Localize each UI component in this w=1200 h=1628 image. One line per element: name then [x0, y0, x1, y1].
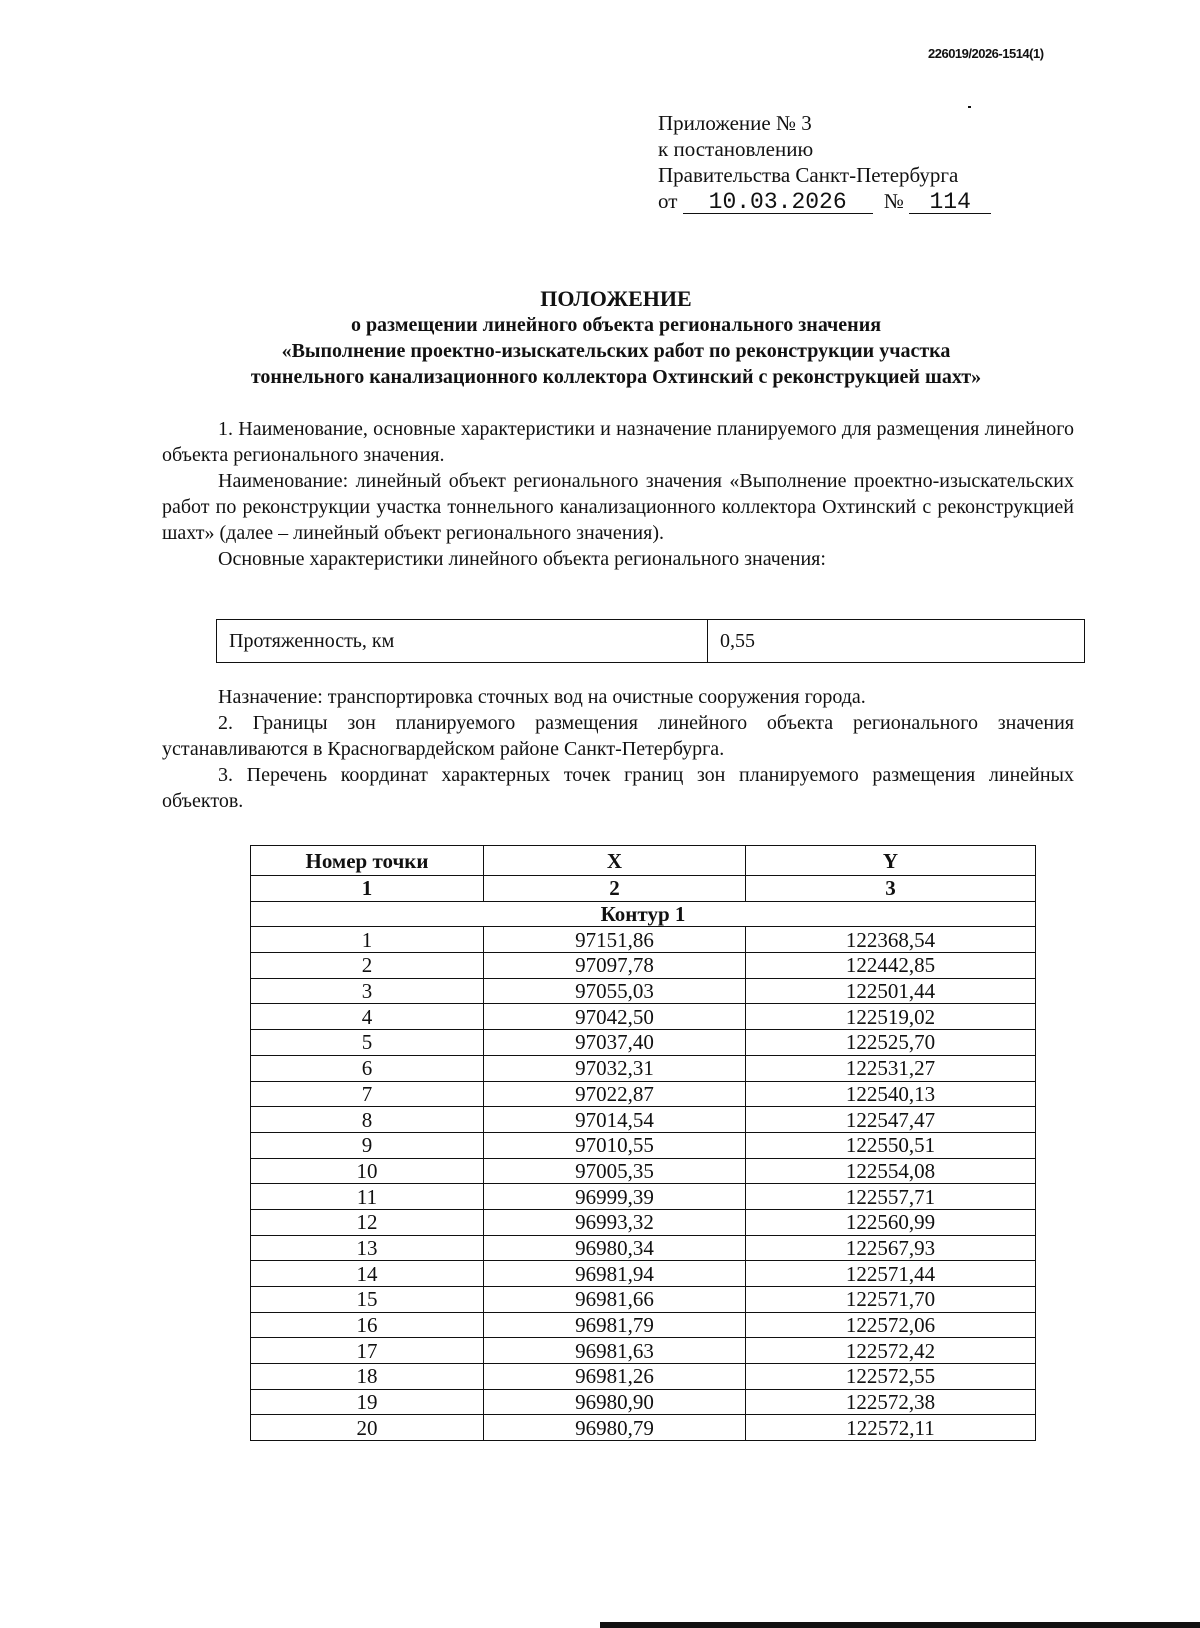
appendix-line-3: Правительства Санкт-Петербурга	[658, 163, 959, 187]
header-point-number: Номер точки	[251, 846, 484, 876]
point-number: 9	[251, 1132, 484, 1158]
x-coordinate: 96981,26	[484, 1364, 746, 1390]
table-row	[251, 1030, 1036, 1056]
point-number: 14	[251, 1261, 484, 1287]
y-coordinate: 122501,44	[746, 978, 1036, 1004]
y-coordinate: 122572,38	[746, 1389, 1036, 1415]
y-coordinate: 122525,70	[746, 1030, 1036, 1056]
x-coordinate: 96993,32	[484, 1209, 746, 1235]
table-row	[251, 1004, 1036, 1030]
scan-edge	[600, 1622, 1200, 1628]
y-coordinate: 122572,11	[746, 1415, 1036, 1441]
x-coordinate: 96981,79	[484, 1312, 746, 1338]
table-row	[251, 927, 1036, 953]
date-prefix: от	[658, 189, 678, 213]
y-coordinate: 122519,02	[746, 1004, 1036, 1030]
table-row	[251, 978, 1036, 1004]
title-line-3: тоннельного канализационного коллектора Охтинский с реконструкцией шахт»	[250, 366, 982, 388]
point-number: 13	[251, 1235, 484, 1261]
x-coordinate: 97032,31	[484, 1055, 746, 1081]
appendix-date-line	[658, 188, 991, 214]
title-heading: ПОЛОЖЕНИЕ	[540, 286, 692, 311]
x-coordinate: 96980,34	[484, 1235, 746, 1261]
x-coordinate: 96981,63	[484, 1338, 746, 1364]
point-number: 5	[251, 1030, 484, 1056]
x-coordinate: 97151,86	[484, 927, 746, 953]
body-section-1	[162, 416, 1074, 572]
table-row	[251, 1261, 1036, 1287]
x-coordinate: 97022,87	[484, 1081, 746, 1107]
y-coordinate: 122368,54	[746, 927, 1036, 953]
point-number: 1	[251, 927, 484, 953]
x-coordinate: 97055,03	[484, 978, 746, 1004]
table-row	[251, 1132, 1036, 1158]
y-coordinate: 122572,42	[746, 1338, 1036, 1364]
paragraph-2: 2. Границы зон планируемого размещения линейного объекта регионального значения устанавливаются в Красногвардейском районе Санкт-Петербурга.	[162, 712, 1074, 760]
point-number: 6	[251, 1055, 484, 1081]
x-coordinate: 96999,39	[484, 1184, 746, 1210]
x-coordinate: 97005,35	[484, 1158, 746, 1184]
point-number: 10	[251, 1158, 484, 1184]
characteristic-value: 0,55	[720, 629, 755, 652]
point-number: 7	[251, 1081, 484, 1107]
characteristics-table	[216, 619, 1085, 663]
point-number: 16	[251, 1312, 484, 1338]
x-coordinate: 96981,94	[484, 1261, 746, 1287]
x-coordinate: 97010,55	[484, 1132, 746, 1158]
appendix-line-2: к постановлению	[658, 137, 814, 161]
header-y: Y	[746, 846, 1036, 876]
header-x: X	[484, 846, 746, 876]
table-row	[251, 1184, 1036, 1210]
point-number: 2	[251, 953, 484, 979]
x-coordinate: 96980,79	[484, 1415, 746, 1441]
y-coordinate: 122572,55	[746, 1364, 1036, 1390]
point-number: 12	[251, 1209, 484, 1235]
paragraph-purpose: Назначение: транспортировка сточных вод на очистные сооружения города.	[218, 686, 866, 708]
column-number-row	[251, 876, 1036, 902]
x-coordinate: 97097,78	[484, 953, 746, 979]
paragraph-characteristics: Основные характеристики линейного объекта регионального значения:	[218, 548, 826, 570]
table-row	[251, 1389, 1036, 1415]
y-coordinate: 122531,27	[746, 1055, 1036, 1081]
x-coordinate: 96980,90	[484, 1389, 746, 1415]
body-section-2	[162, 684, 1074, 814]
contour-row	[251, 901, 1036, 927]
title-line-1: о размещении линейного объекта регионального значения	[350, 314, 882, 336]
paragraph-1: 1. Наименование, основные характеристики и назначение планируемого для размещения линейного объекта регионального значения.	[162, 418, 1074, 466]
coordinates-table	[250, 845, 1036, 1441]
point-number: 17	[251, 1338, 484, 1364]
characteristic-label: Протяженность, км	[217, 620, 708, 662]
point-number: 19	[251, 1389, 484, 1415]
column-number: 1	[251, 876, 484, 902]
point-number: 15	[251, 1287, 484, 1313]
table-header-row	[251, 846, 1036, 876]
x-coordinate: 97042,50	[484, 1004, 746, 1030]
appendix-header	[658, 110, 991, 214]
point-number: 11	[251, 1184, 484, 1210]
table-row	[251, 1235, 1036, 1261]
column-number: 3	[746, 876, 1036, 902]
table-row	[251, 1209, 1036, 1235]
y-coordinate: 122554,08	[746, 1158, 1036, 1184]
point-number: 4	[251, 1004, 484, 1030]
table-row	[251, 1158, 1036, 1184]
title-line-2: «Выполнение проектно-изыскательских работ по реконструкции участка	[281, 340, 951, 362]
table-row	[251, 1081, 1036, 1107]
y-coordinate: 122571,44	[746, 1261, 1036, 1287]
table-row	[251, 1338, 1036, 1364]
y-coordinate: 122442,85	[746, 953, 1036, 979]
y-coordinate: 122557,71	[746, 1184, 1036, 1210]
y-coordinate: 122571,70	[746, 1287, 1036, 1313]
x-coordinate: 97037,40	[484, 1030, 746, 1056]
resolution-date: 10.03.2026	[683, 191, 873, 214]
paragraph-3: 3. Перечень координат характерных точек границ зон планируемого размещения линейных объектов.	[162, 764, 1074, 812]
point-number: 8	[251, 1107, 484, 1133]
y-coordinate: 122550,51	[746, 1132, 1036, 1158]
point-number: 18	[251, 1364, 484, 1390]
document-title	[160, 286, 1072, 390]
y-coordinate: 122547,47	[746, 1107, 1036, 1133]
y-coordinate: 122572,06	[746, 1312, 1036, 1338]
table-row	[251, 1364, 1036, 1390]
y-coordinate: 122560,99	[746, 1209, 1036, 1235]
x-coordinate: 97014,54	[484, 1107, 746, 1133]
point-number: 20	[251, 1415, 484, 1441]
point-number: 3	[251, 978, 484, 1004]
paragraph-name: Наименование: линейный объект регионального значения «Выполнение проектно-изыскательских работ по реконструкции участка тоннельного канализационного коллектора Охтинский с реконструкцией шахт» (далее – линейный объект регионального значения).	[162, 470, 1074, 544]
scan-speck	[968, 106, 971, 108]
document-registration-number: 226019/2026-1514(1)	[928, 46, 1044, 61]
table-row	[251, 1055, 1036, 1081]
resolution-number: 114	[909, 191, 991, 214]
x-coordinate: 96981,66	[484, 1287, 746, 1313]
column-number: 2	[484, 876, 746, 902]
number-prefix: №	[883, 189, 904, 213]
contour-label: Контур 1	[251, 901, 1036, 927]
table-row	[251, 1312, 1036, 1338]
table-row	[251, 1415, 1036, 1441]
y-coordinate: 122540,13	[746, 1081, 1036, 1107]
table-row	[251, 953, 1036, 979]
y-coordinate: 122567,93	[746, 1235, 1036, 1261]
table-row	[251, 1107, 1036, 1133]
table-row	[251, 1287, 1036, 1313]
appendix-line-1: Приложение № 3	[658, 111, 812, 135]
